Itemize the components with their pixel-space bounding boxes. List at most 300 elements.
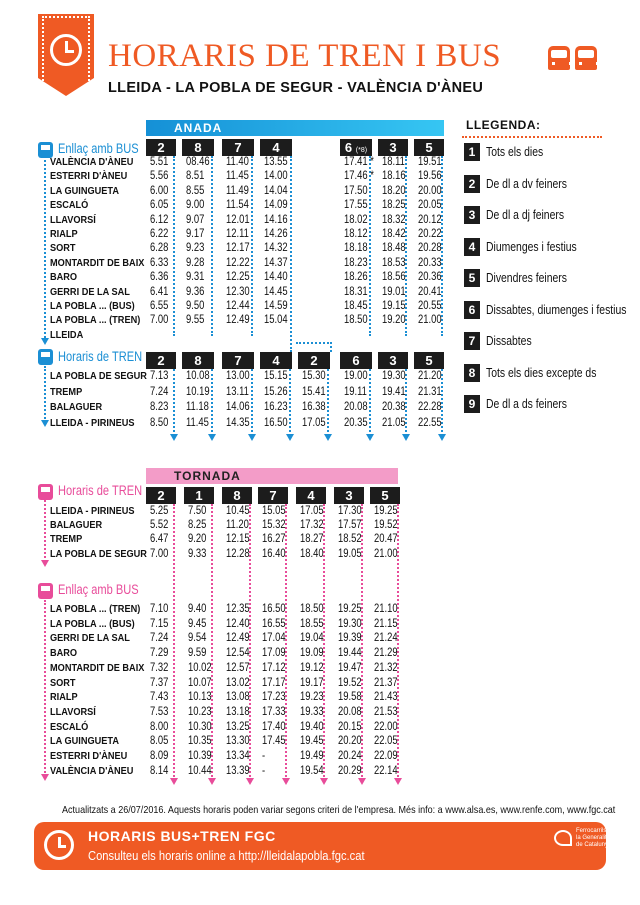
arrow-down-icon [358, 778, 366, 785]
anada-bus-time-cell: 12.01 [226, 213, 250, 226]
tornada-bus-station: SORT [50, 677, 76, 689]
anada-bus-station: BARO [50, 272, 78, 284]
header-badge [38, 14, 94, 96]
arrow-down-icon [41, 338, 49, 345]
anada-train-time-cell: 16.38 [302, 401, 326, 413]
anada-bus-guide [44, 160, 46, 342]
anada-bus-time-cell: 14.40 [264, 271, 288, 284]
anada-banner: ANADA [146, 120, 444, 136]
anada-train-col-header-label: 4 [272, 353, 280, 368]
anada-bus-time-cell: 20.33 [418, 256, 442, 269]
tornada-bus-time-cell: 10.35 [188, 735, 212, 748]
tornada-train-col-header-label: 8 [233, 488, 241, 503]
tornada-bus-time-cell: 10.13 [188, 691, 212, 704]
tornada-bus-time-cell: 10.07 [188, 676, 212, 689]
arrow-down-icon [41, 420, 49, 427]
tornada-bus-time-cell: 8.14 [150, 764, 169, 777]
anada-bus-col-header-label: 4 [272, 140, 280, 155]
anada-train-col-header-label: 3 [389, 353, 397, 368]
tornada-train-time-cell: 21.00 [374, 547, 398, 560]
tornada-train-time-cell: 19.05 [338, 547, 362, 560]
anada-bus-time-cell: 12.30 [226, 285, 250, 298]
anada-bus-time-cell: 14.26 [264, 228, 288, 240]
anada-bus-col-header-8 [182, 139, 214, 156]
anada-bus-time-cell: 6.41 [150, 285, 169, 298]
tornada-bus-time-cell: 20.15 [338, 720, 362, 733]
tornada-train-col-header-3 [334, 487, 364, 504]
tornada-bus-time-cell: 19.47 [338, 661, 362, 674]
anada-bus-time-cell: 9.50 [186, 300, 205, 312]
bus-icon [548, 46, 570, 70]
legend-item-text: Tots els dies excepte ds [486, 364, 597, 380]
anada-train-time-cell: 22.55 [418, 416, 442, 429]
anada-bus-time-cell: 11.40 [226, 156, 249, 168]
anada-bus-col-header-label: 7 [234, 140, 242, 155]
legend-item-text: Diumenges i festius [486, 238, 577, 254]
tornada-bus-time-cell: 19.25 [338, 603, 362, 615]
anada-train-time-cell: 16.23 [264, 401, 288, 413]
anada-bus-time-cell: 12.17 [226, 242, 250, 255]
anada-bus-time-cell: 9.00 [186, 199, 205, 212]
anada-train-time-cell: 17.05 [302, 416, 326, 429]
anada-bus-time-cell: 6.28 [150, 242, 169, 255]
tornada-train-time-cell: 8.25 [188, 519, 207, 532]
arrow-down-icon [208, 778, 216, 785]
tornada-train-guide [44, 500, 46, 562]
train-icon [38, 349, 53, 365]
anada-bus-station: LLAVORSÍ [50, 214, 96, 226]
column-guide [289, 369, 291, 436]
footer-title: HORARIS BUS+TREN FGC [88, 828, 276, 844]
anada-bus-time-cell: 6.33 [150, 256, 169, 269]
tornada-bus-time-cell: 7.15 [150, 617, 169, 630]
anada-bus-time-cell: 18.11 [382, 156, 405, 168]
legend-item-number: 5 [464, 269, 480, 287]
tornada-bus-time-cell: 21.43 [374, 691, 398, 704]
tornada-train-station: BALAGUER [50, 520, 103, 532]
tornada-train-time-cell: 12.15 [226, 533, 250, 546]
tornada-bus-time-cell: 19.04 [300, 632, 324, 645]
anada-train-time-cell: 20.35 [344, 416, 368, 429]
anada-train-time-cell: 19.00 [344, 370, 368, 382]
anada-bus-label: Enllaç amb BUS [58, 141, 139, 156]
tornada-train-col-header-label: 1 [195, 488, 203, 503]
tornada-bus-time-cell: 19.44 [338, 647, 362, 660]
anada-train-station: LLEIDA - PIRINEUS [50, 417, 135, 429]
update-note: Actualitzats a 26/07/2016. Aquests horaris poden variar segons criteri de l'empresa. Més info: a www.alsa.es, www.renfe.com, www.fgc.cat [62, 804, 616, 816]
tornada-bus-time-cell: 9.59 [188, 647, 207, 660]
anada-bus-time-cell: 18.42 [382, 228, 406, 240]
tornada-train-station: TREMP [50, 534, 83, 546]
anada-bus-time-cell: 20.00 [418, 184, 442, 197]
tornada-bus-time-cell: - [262, 764, 266, 777]
anada-train-time-cell: 21.20 [418, 370, 442, 382]
tornada-bus-time-cell: 9.45 [188, 617, 207, 630]
legend-item-number: 8 [464, 364, 480, 382]
anada-train-time-cell: 13.00 [226, 370, 250, 382]
legend-item-number: 1 [464, 143, 480, 161]
tornada-bus-time-cell: 21.29 [374, 647, 398, 660]
anada-bus-time-cell: 19.01 [382, 285, 406, 298]
tornada-bus-time-cell: 12.54 [226, 647, 250, 660]
arrow-down-icon [170, 434, 178, 441]
footer-banner [34, 822, 615, 870]
route-shift-guide [330, 342, 332, 352]
tornada-train-time-cell: 10.45 [226, 505, 250, 517]
tornada-bus-station: VALÈNCIA D'ÀNEU [50, 765, 134, 777]
anada-train-time-cell: 14.35 [226, 416, 250, 429]
anada-bus-time-cell: 18.53 [382, 256, 406, 269]
anada-bus-station: ESTERRI D'ÀNEU [50, 171, 128, 183]
anada-bus-time-cell: 8.51 [186, 170, 205, 183]
anada-bus-time-cell: 6.12 [150, 213, 169, 226]
tornada-train-col-header-label: 4 [307, 488, 315, 503]
tornada-bus-guide [44, 600, 46, 776]
tornada-bus-time-cell: 9.40 [188, 603, 207, 615]
anada-bus-col-header-label: 5 [425, 140, 433, 155]
anada-bus-time-cell: 11.49 [226, 184, 249, 197]
fgc-logo-text: Ferrocarrils de la Generalitat de Catalunya [576, 828, 615, 848]
tornada-bus-time-cell: 13.30 [226, 735, 250, 748]
tornada-bus-time-cell: 18.50 [300, 603, 324, 615]
anada-train-time-cell: 21.05 [382, 416, 406, 429]
train-icon [38, 484, 53, 500]
tornada-bus-time-cell: 17.23 [262, 691, 286, 704]
anada-bus-time-cell: 18.25 [382, 199, 406, 212]
anada-bus-time-cell: 18.16 [382, 170, 406, 183]
tornada-bus-time-cell: 13.02 [226, 676, 250, 689]
anada-train-station: BALAGUER [50, 402, 103, 413]
anada-bus-station: LA POBLA ... (BUS) [50, 301, 135, 312]
tornada-train-time-cell: 17.32 [300, 519, 324, 532]
anada-bus-time-cell: 17.46 * [344, 170, 374, 183]
anada-bus-time-cell: 14.45 [264, 285, 288, 298]
tornada-bus-time-cell: 19.23 [300, 691, 324, 704]
tornada-bus-label: Enllaç amb BUS [58, 582, 139, 597]
arrow-down-icon [41, 560, 49, 567]
tornada-bus-station: MONTARDIT DE BAIX [50, 662, 145, 674]
anada-bus-station: GERRI DE LA SAL [50, 286, 130, 298]
legend-item-number: 2 [464, 175, 480, 193]
anada-bus-time-cell: 6.36 [150, 271, 169, 284]
tornada-bus-station: LA GUINGUETA [50, 736, 119, 748]
anada-train-time-cell: 10.19 [186, 385, 210, 398]
tornada-bus-time-cell: 7.43 [150, 691, 169, 704]
tornada-train-time-cell: 7.00 [150, 547, 169, 560]
arrow-down-icon [438, 434, 446, 441]
legend-item-number: 6 [464, 301, 480, 319]
tornada-bus-time-cell: 7.53 [150, 705, 169, 718]
anada-bus-time-cell: 5.51 [150, 156, 169, 168]
tornada-bus-time-cell: 8.05 [150, 735, 169, 748]
tornada-train-time-cell: 17.05 [300, 505, 324, 517]
anada-train-time-cell: 14.06 [226, 401, 250, 413]
anada-bus-time-cell: 18.23 [344, 256, 368, 269]
tornada-bus-time-cell: 22.14 [374, 764, 398, 777]
anada-train-time-cell: 20.08 [344, 401, 368, 413]
tornada-train-time-cell: 19.25 [374, 505, 398, 517]
anada-bus-time-cell: 18.20 [382, 184, 406, 197]
anada-bus-time-cell: 12.49 [226, 314, 250, 327]
tornada-bus-time-cell: 16.55 [262, 617, 286, 630]
anada-train-col-header-label: 2 [310, 353, 318, 368]
route-subtitle: LLEIDA - LA POBLA DE SEGUR - VALÈNCIA D'ÀNEU [108, 80, 484, 96]
tornada-bus-time-cell: 17.40 [262, 720, 286, 733]
anada-train-guide [44, 366, 46, 422]
anada-train-station: LA POBLA DE SEGUR [50, 371, 147, 382]
tornada-bus-station: LA POBLA ... (BUS) [50, 618, 135, 630]
anada-train-time-cell: 19.11 [344, 385, 367, 398]
anada-bus-time-cell: 12.22 [226, 256, 250, 269]
anada-bus-time-cell: 9.55 [186, 314, 205, 327]
anada-train-time-cell: 11.45 [186, 416, 209, 429]
anada-bus-time-cell: 9.23 [186, 242, 205, 255]
anada-bus-station: LA GUINGUETA [50, 185, 119, 197]
anada-bus-time-cell: 14.04 [264, 184, 288, 197]
tornada-bus-time-cell: 10.23 [188, 705, 212, 718]
anada-bus-time-cell: 14.37 [264, 256, 288, 269]
tornada-train-time-cell: 5.52 [150, 519, 169, 532]
anada-train-station: TREMP [50, 386, 83, 398]
tornada-bus-time-cell: 12.40 [226, 617, 250, 630]
legend-item-text: Divendres feiners [486, 270, 567, 285]
anada-bus-time-cell: 14.00 [264, 170, 288, 183]
anada-train-time-cell: 7.13 [150, 370, 169, 382]
anada-train-time-cell: 15.30 [302, 370, 326, 382]
tornada-bus-station: LA POBLA ... (TREN) [50, 604, 141, 615]
tornada-bus-time-cell: 21.24 [374, 632, 398, 645]
anada-train-col-header-label: 5 [425, 353, 433, 368]
anada-bus-time-cell: 18.26 [344, 271, 368, 284]
anada-train-col-header-label: 8 [194, 353, 202, 368]
legend-title: LLEGENDA: [466, 118, 541, 132]
tornada-bus-station: BARO [50, 648, 78, 660]
anada-bus-time-cell: 19.51 [418, 156, 442, 168]
tornada-train-col-header-label: 3 [345, 488, 353, 503]
anada-train-col-header-label: 6 [352, 353, 360, 368]
anada-train-col-header-7 [222, 352, 254, 369]
anada-train-col-header-label: 7 [234, 353, 242, 368]
anada-bus-time-cell: 6.22 [150, 228, 169, 240]
tornada-train-time-cell: 19.52 [374, 519, 398, 532]
tornada-bus-time-cell: 19.39 [338, 632, 362, 645]
anada-bus-time-cell: 14.59 [264, 300, 288, 312]
tornada-train-col-header-label: 7 [269, 488, 277, 503]
tornada-train-time-cell: 15.32 [262, 519, 286, 532]
anada-bus-time-cell: 17.41 * [344, 156, 374, 168]
tornada-train-time-cell: 18.40 [300, 547, 324, 560]
anada-bus-station: ESCALÓ [50, 200, 89, 212]
anada-train-time-cell: 13.11 [226, 385, 249, 398]
tornada-bus-time-cell: 21.10 [374, 603, 398, 615]
anada-bus-col-header-4 [260, 139, 292, 156]
tornada-bus-time-cell: 12.35 [226, 603, 250, 615]
anada-train-time-cell: 15.26 [264, 385, 288, 398]
tornada-bus-time-cell: 20.24 [338, 750, 362, 762]
anada-bus-time-cell: 18.45 [344, 300, 368, 312]
tornada-bus-time-cell: 8.09 [150, 750, 169, 762]
tornada-bus-time-cell: 17.12 [262, 661, 286, 674]
column-guide [327, 369, 329, 436]
arrow-down-icon [170, 778, 178, 785]
anada-bus-time-cell: 14.09 [264, 199, 288, 212]
tornada-bus-time-cell: 10.02 [188, 661, 212, 674]
tornada-bus-time-cell: 12.57 [226, 661, 250, 674]
tornada-bus-time-cell: 19.33 [300, 705, 324, 718]
column-guide [173, 369, 175, 436]
tornada-train-time-cell: 6.47 [150, 533, 169, 546]
tornada-train-time-cell: 7.50 [188, 505, 207, 517]
anada-bus-time-cell: 9.28 [186, 256, 205, 269]
anada-bus-station: MONTARDIT DE BAIX [50, 257, 145, 269]
anada-bus-time-cell: 11.45 [226, 170, 249, 183]
legend-item-text: De dl a dv feiners [486, 175, 567, 191]
column-guide [369, 369, 371, 436]
anada-bus-time-cell: 18.32 [382, 213, 406, 226]
train-icon [575, 46, 597, 70]
anada-bus-time-cell: 12.25 [226, 271, 250, 284]
anada-train-col-header-label: 2 [157, 353, 165, 368]
column-guide [251, 369, 253, 436]
anada-train-col-header-6 [340, 352, 372, 369]
anada-train-label: Horaris de TREN [58, 349, 143, 364]
tornada-train-time-cell: 9.33 [188, 547, 207, 560]
anada-bus-time-cell: 19.56 [418, 170, 442, 183]
tornada-bus-time-cell: 18.55 [300, 617, 324, 630]
column-guide [290, 156, 292, 352]
anada-train-time-cell: 11.18 [186, 401, 209, 413]
legend-item-number: 9 [464, 395, 480, 413]
column-guide [251, 156, 253, 336]
anada-bus-col-header-2 [146, 139, 176, 156]
anada-bus-time-cell: 7.00 [150, 314, 169, 327]
column-guide [173, 504, 175, 780]
clock-icon [44, 830, 74, 860]
title-mode-icons [548, 46, 597, 70]
tornada-train-time-cell: 12.28 [226, 547, 250, 560]
anada-bus-time-cell: 20.22 [418, 228, 442, 240]
anada-bus-station: LLEIDA [50, 329, 84, 341]
legend-divider [462, 136, 602, 138]
anada-bus-time-cell: 15.04 [264, 314, 288, 327]
tornada-bus-time-cell: 19.09 [300, 647, 324, 660]
tornada-banner: TORNADA [146, 468, 398, 484]
tornada-train-time-cell: 18.27 [300, 533, 324, 546]
anada-train-col-header-5 [414, 352, 444, 369]
tornada-bus-time-cell: 19.40 [300, 720, 324, 733]
tornada-bus-time-cell: 17.17 [262, 676, 286, 689]
anada-bus-col-header-label: 2 [157, 140, 165, 155]
tornada-train-col-header-label: 2 [157, 488, 165, 503]
anada-bus-station: VALÈNCIA D'ÀNEU [50, 157, 134, 168]
anada-train-time-cell: 22.28 [418, 401, 442, 413]
tornada-train-col-header-7 [258, 487, 288, 504]
anada-bus-time-cell: 9.17 [186, 228, 205, 240]
anada-bus-time-cell: 12.44 [226, 300, 250, 312]
anada-train-col-header-4 [260, 352, 292, 369]
anada-bus-time-cell: 18.56 [382, 271, 406, 284]
anada-bus-time-cell: 20.41 [418, 285, 442, 298]
legend-item-text: Dissabtes [486, 333, 532, 348]
tornada-bus-time-cell: 17.45 [262, 735, 286, 748]
anada-train-time-cell: 16.50 [264, 416, 288, 429]
tornada-bus-time-cell: 19.49 [300, 750, 324, 762]
tornada-bus-time-cell: 20.08 [338, 705, 362, 718]
tornada-train-time-cell: 16.27 [262, 533, 286, 546]
column-guide [211, 156, 213, 336]
tornada-bus-time-cell: 17.09 [262, 647, 286, 660]
anada-bus-time-cell: 14.16 [264, 213, 288, 226]
tornada-bus-time-cell: 7.24 [150, 632, 169, 645]
column-guide [369, 156, 371, 336]
anada-bus-col-header-6 [340, 139, 372, 156]
tornada-bus-time-cell: 13.18 [226, 705, 250, 718]
legend-item-text: Dissabtes, diumenges i festius [486, 301, 627, 317]
arrow-down-icon [324, 434, 332, 441]
bus-icon [38, 142, 53, 158]
anada-bus-col-header-3 [378, 139, 408, 156]
anada-train-col-header-2 [298, 352, 330, 369]
tornada-bus-time-cell: 9.54 [188, 632, 207, 645]
tornada-train-time-cell: 11.20 [226, 519, 249, 532]
tornada-bus-time-cell: 17.04 [262, 632, 286, 645]
anada-bus-time-cell: 9.07 [186, 213, 205, 226]
legend-item-text: De dl a dj feiners [486, 207, 565, 222]
anada-train-time-cell: 10.08 [186, 370, 210, 382]
anada-bus-time-cell: 17.50 [344, 184, 368, 197]
tornada-train-label: Horaris de TREN [58, 483, 143, 498]
footer-link[interactable]: Consulteu els horaris online a http://lleidalapobla.fgc.cat [88, 848, 365, 863]
anada-train-time-cell: 19.30 [382, 370, 406, 382]
anada-bus-time-cell: 19.20 [382, 314, 406, 327]
tornada-train-col-header-1 [184, 487, 214, 504]
tornada-bus-time-cell: 22.05 [374, 735, 398, 748]
anada-bus-time-cell: 14.32 [264, 242, 288, 255]
anada-bus-time-cell: 18.50 [344, 314, 368, 327]
anada-bus-time-cell: 5.56 [150, 170, 169, 183]
tornada-bus-station: GERRI DE LA SAL [50, 633, 130, 645]
tornada-bus-time-cell: 19.30 [338, 617, 362, 630]
tornada-bus-time-cell: 8.00 [150, 720, 169, 733]
anada-bus-time-cell: 18.12 [344, 228, 368, 240]
tornada-bus-time-cell: 13.08 [226, 691, 250, 704]
tornada-train-col-header-8 [222, 487, 252, 504]
anada-bus-col-header-5 [414, 139, 444, 156]
tornada-train-time-cell: 17.30 [338, 505, 362, 517]
anada-train-time-cell: 8.50 [150, 416, 169, 429]
anada-train-time-cell: 15.41 [302, 385, 326, 398]
tornada-train-time-cell: 5.25 [150, 505, 169, 517]
legend-item-text: Tots els dies [486, 144, 544, 159]
tornada-bus-time-cell: 22.09 [374, 750, 398, 762]
anada-bus-time-cell: 13.55 [264, 156, 288, 168]
anada-train-time-cell: 20.38 [382, 401, 406, 413]
tornada-bus-time-cell: 22.00 [374, 720, 398, 733]
anada-bus-time-cell: 18.02 [344, 213, 368, 226]
anada-bus-time-cell: 08.46 [186, 156, 210, 168]
anada-bus-col-header-label: 8 [194, 140, 202, 155]
tornada-train-time-cell: 17.57 [338, 519, 362, 532]
tornada-bus-time-cell: 13.39 [226, 764, 250, 777]
arrow-down-icon [394, 778, 402, 785]
fgc-logo [554, 828, 615, 864]
anada-bus-time-cell: 20.28 [418, 242, 442, 255]
tornada-bus-time-cell: 21.37 [374, 676, 398, 689]
tornada-bus-time-cell: 12.49 [226, 632, 250, 645]
tornada-bus-time-cell: 19.58 [338, 691, 362, 704]
tornada-bus-time-cell: 17.33 [262, 705, 286, 718]
tornada-bus-time-cell: 21.32 [374, 661, 398, 674]
